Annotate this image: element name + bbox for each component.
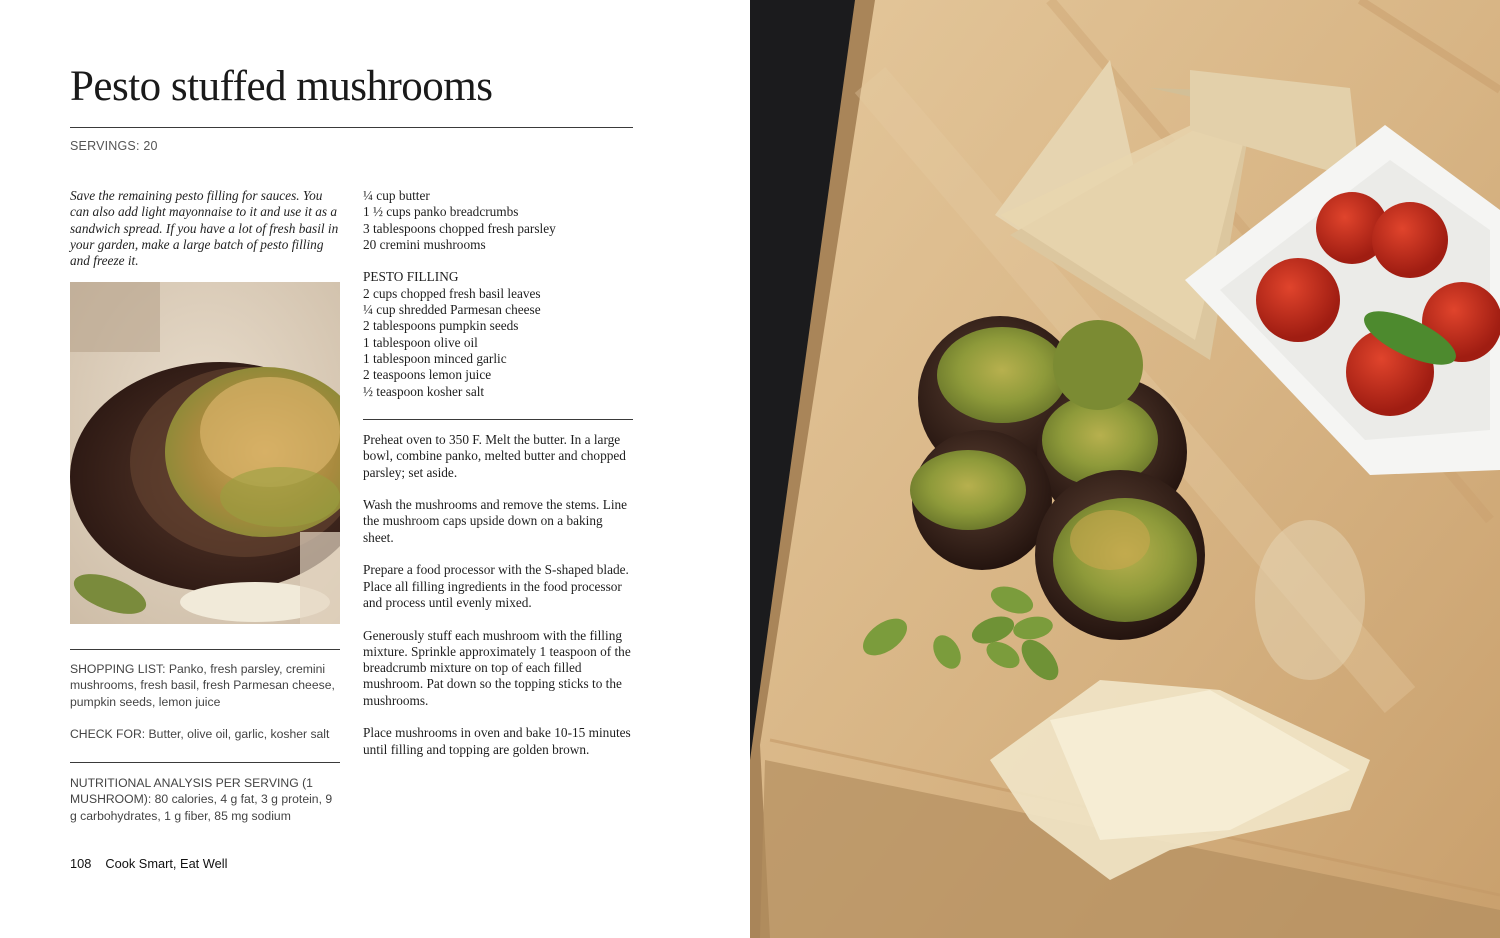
pesto-ingredient-item: 2 cups chopped fresh basil leaves xyxy=(363,285,541,301)
pesto-filling-heading: PESTO FILLING xyxy=(363,269,459,285)
ingredients-column xyxy=(363,188,635,400)
nutrition-divider xyxy=(70,762,340,763)
step-paragraph: Preheat oven to 350 F. Melt the butter. In a large bowl, combine panko, melted butter and chopped parsley; set aside. xyxy=(363,432,626,480)
servings-label: SERVINGS: 20 xyxy=(70,139,158,153)
page-title: Pesto stuffed mushrooms xyxy=(70,63,493,110)
pesto-ingredient-item: ½ teaspoon kosher salt xyxy=(363,383,485,399)
plated-mushrooms-photo xyxy=(750,0,1500,938)
pesto-ingredient-item: 2 tablespoons pumpkin seeds xyxy=(363,318,519,334)
ingredient-item: 20 cremini mushrooms xyxy=(363,236,486,252)
ingredient-item: 1 ½ cups panko breadcrumbs xyxy=(363,204,519,220)
step-paragraph: Place mushrooms in oven and bake 10-15 minutes until filling and topping are golden brown. xyxy=(363,725,631,757)
mushroom-closeup-photo xyxy=(70,282,340,624)
pesto-ingredient-item: 2 teaspoons lemon juice xyxy=(363,367,492,383)
intro-text: Save the remaining pesto filling for sauces. You can also add light mayonnaise to it and use it as a sandwich spread. If you have a lot of fresh basil in your garden, make a large batch of pesto filling and freeze it. xyxy=(70,188,339,269)
shopping-divider xyxy=(70,649,340,650)
page-footer xyxy=(70,856,227,871)
page-number: 108 xyxy=(70,856,92,871)
pesto-ingredient-item: 1 tablespoon minced garlic xyxy=(363,350,507,366)
shopping-list: SHOPPING LIST: Panko, fresh parsley, cremini mushrooms, fresh basil, fresh Parmesan cheese, pumpkin seeds, lemon juice xyxy=(70,662,335,709)
step-paragraph: Wash the mushrooms and remove the stems. Line the mushroom caps upside down on a baking sheet. xyxy=(363,497,628,545)
steps-column xyxy=(363,432,635,774)
pesto-ingredient-item: 1 tablespoon olive oil xyxy=(363,334,478,350)
steps-divider xyxy=(363,419,633,420)
nutrition-analysis: NUTRITIONAL ANALYSIS PER SERVING (1 MUSHROOM): 80 calories, 4 g fat, 3 g protein, 9 g carbohydrates, 1 g fiber, 85 mg sodium xyxy=(70,776,333,823)
step-paragraph: Generously stuff each mushroom with the filling mixture. Sprinkle approximately 1 teaspoon of the breadcrumb mixture on top of each filled mushroom. Pat down so the topping sticks to the mushrooms. xyxy=(363,627,631,708)
pesto-ingredient-item: ¼ cup shredded Parmesan cheese xyxy=(363,302,541,318)
book-title: Cook Smart, Eat Well xyxy=(105,856,228,871)
check-for: CHECK FOR: Butter, olive oil, garlic, kosher salt xyxy=(70,727,330,741)
step-paragraph: Prepare a food processor with the S-shaped blade. Place all filling ingredients in the food processor and process until evenly mixed. xyxy=(363,562,629,610)
title-divider xyxy=(70,127,633,128)
ingredient-item: ¼ cup butter xyxy=(363,188,430,203)
ingredient-item: 3 tablespoons chopped fresh parsley xyxy=(363,220,556,236)
